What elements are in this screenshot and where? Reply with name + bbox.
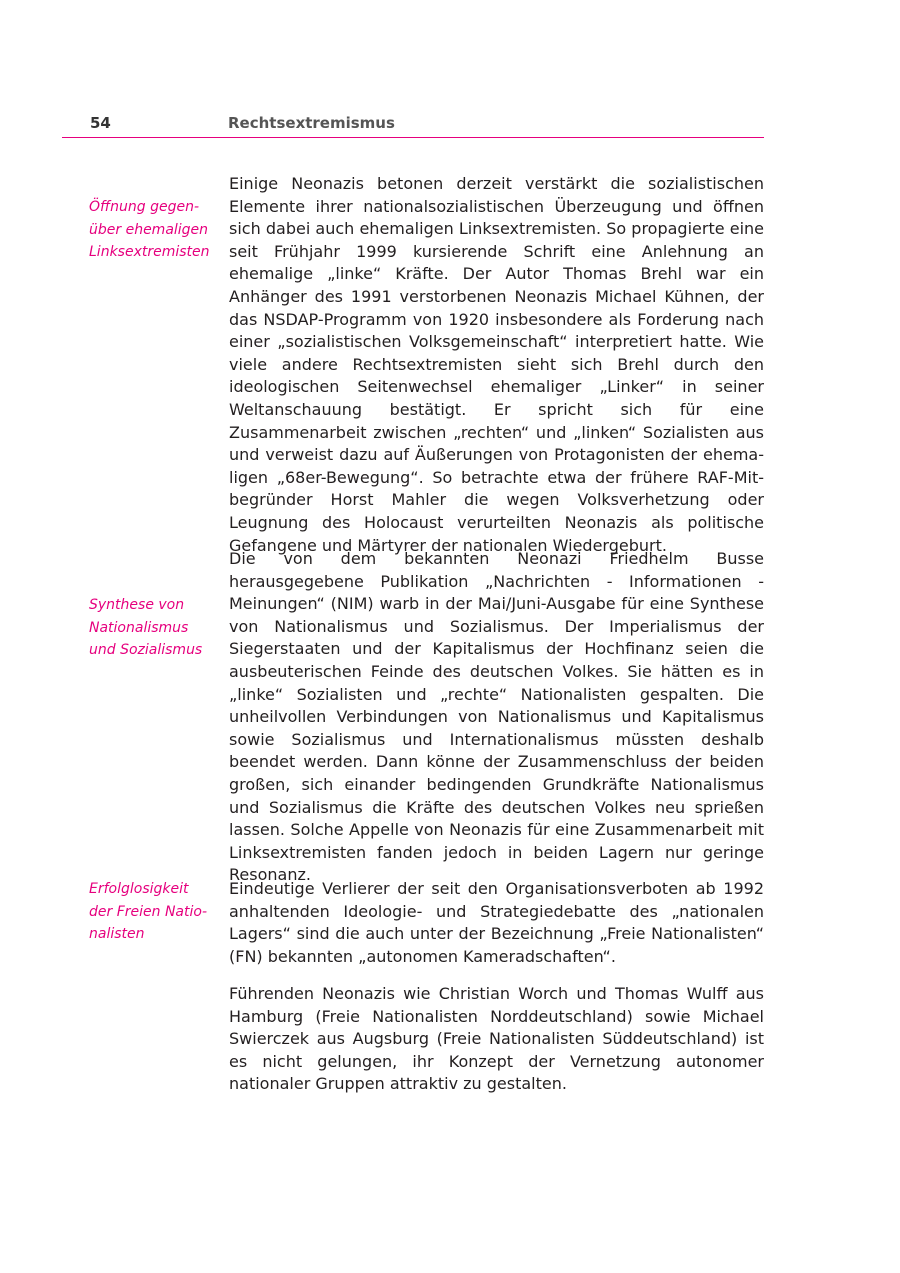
margin-note-failure: Erfolglosigkeit der Freien Nationalisten xyxy=(89,881,208,943)
running-title: Rechtsextremismus xyxy=(228,114,395,132)
paragraph-4: Führenden Neonazis wie Christian Worch und Thomas Wulff aus Hamburg (Freie Nationalisten Norddeutschland) sowie Michael Swierczek aus Augsburg (Freie Nationalisten Süddeutschland) ist es nicht gelungen, ihr Konzept der Vernetzung autonomer nationaler Gruppen attraktiv zu gestalten. xyxy=(229,984,764,1094)
header-rule xyxy=(62,137,764,138)
margin-note-opening: Öffnung gegenüber ehemaligen Linksextremisten xyxy=(89,199,210,261)
page-header xyxy=(62,114,764,138)
paragraph-2: Die von dem bekannten Neonazi Friedhelm Busse herausgegebene Publikation „Nachrichten - Informationen - Meinungen“ (NIM) warb in der Mai/Juni-Ausgabe für eine Synthese von Nationalismus und Sozialismus. Der Imperialismus der Siegerstaaten und der Kapitalismus der Hochfinanz seien die ausbeuterischen Feinde des deutschen Volkes. Sie hätten es in „linke“ Sozialisten und „rechte“ Nationalisten gespalten. Die unheilvollen Verbindungen von Nationalismus und Kapitalismus sowie Sozialismus und Internationalismus müssten deshalb beendet werden. Dann könne der Zusammenschluss der beiden großen, sich einander bedingenden Grundkräfte Nationalismus und Sozialismus die Kräfte des deutschen Volkes neu sprießen lassen. Solche Appelle von Neonazis für eine Zusammenarbeit mit Linksextremisten fanden jedoch in beiden Lagern nur geringe Resonanz. xyxy=(229,549,764,885)
page-number: 54 xyxy=(90,114,111,132)
margin-note-synthesis: Synthese von Nationalismus und Sozialismus xyxy=(89,597,203,659)
paragraph-1: Einige Neonazis betonen derzeit verstärkt die sozialistischen Elemente ihrer nationalsozialistischen Überzeugung und öffnen sich dabei auch ehemaligen Linksextremisten. So propagierte eine seit Frühjahr 1999 kursierende Schrift eine Anlehnung an ehemalige „linke“ Kräfte. Der Autor Thomas Brehl war ein Anhänger des 1991 verstorbenen Neonazis Michael Kühnen, der das NSDAP-Programm von 1920 insbesondere als Forderung nach einer „sozialistischen Volksgemeinschaft“ interpretiert hatte. Wie viele andere Rechtsextremisten sieht sich Brehl durch den ideologischen Seitenwechsel ehemaliger „Linker“ in seiner Weltanschauung bestätigt. Er spricht sich für eine Zusammenarbeit zwischen „rechten“ und „linken“ Sozialisten aus und verweist dazu auf Äußerungen von Protagonisten der ehemaligen „68er-Bewegung“. So betrachte etwa der frühere RAF-Mitbegründer Horst Mahler die wegen Volksverhetzung oder Leugnung des Holocaust verurteilten Neonazis als politische Gefangene und Märtyrer der nationalen Wiedergeburt. xyxy=(229,174,764,555)
paragraph-3: Eindeutige Verlierer der seit den Organisationsverboten ab 1992 anhaltenden Ideologie- und Strategiedebatte des „nationalen Lagers“ sind die auch unter der Bezeichnung „Freie Nationalisten“ (FN) bekannten „autonomen Kameradschaften“. xyxy=(229,879,764,966)
